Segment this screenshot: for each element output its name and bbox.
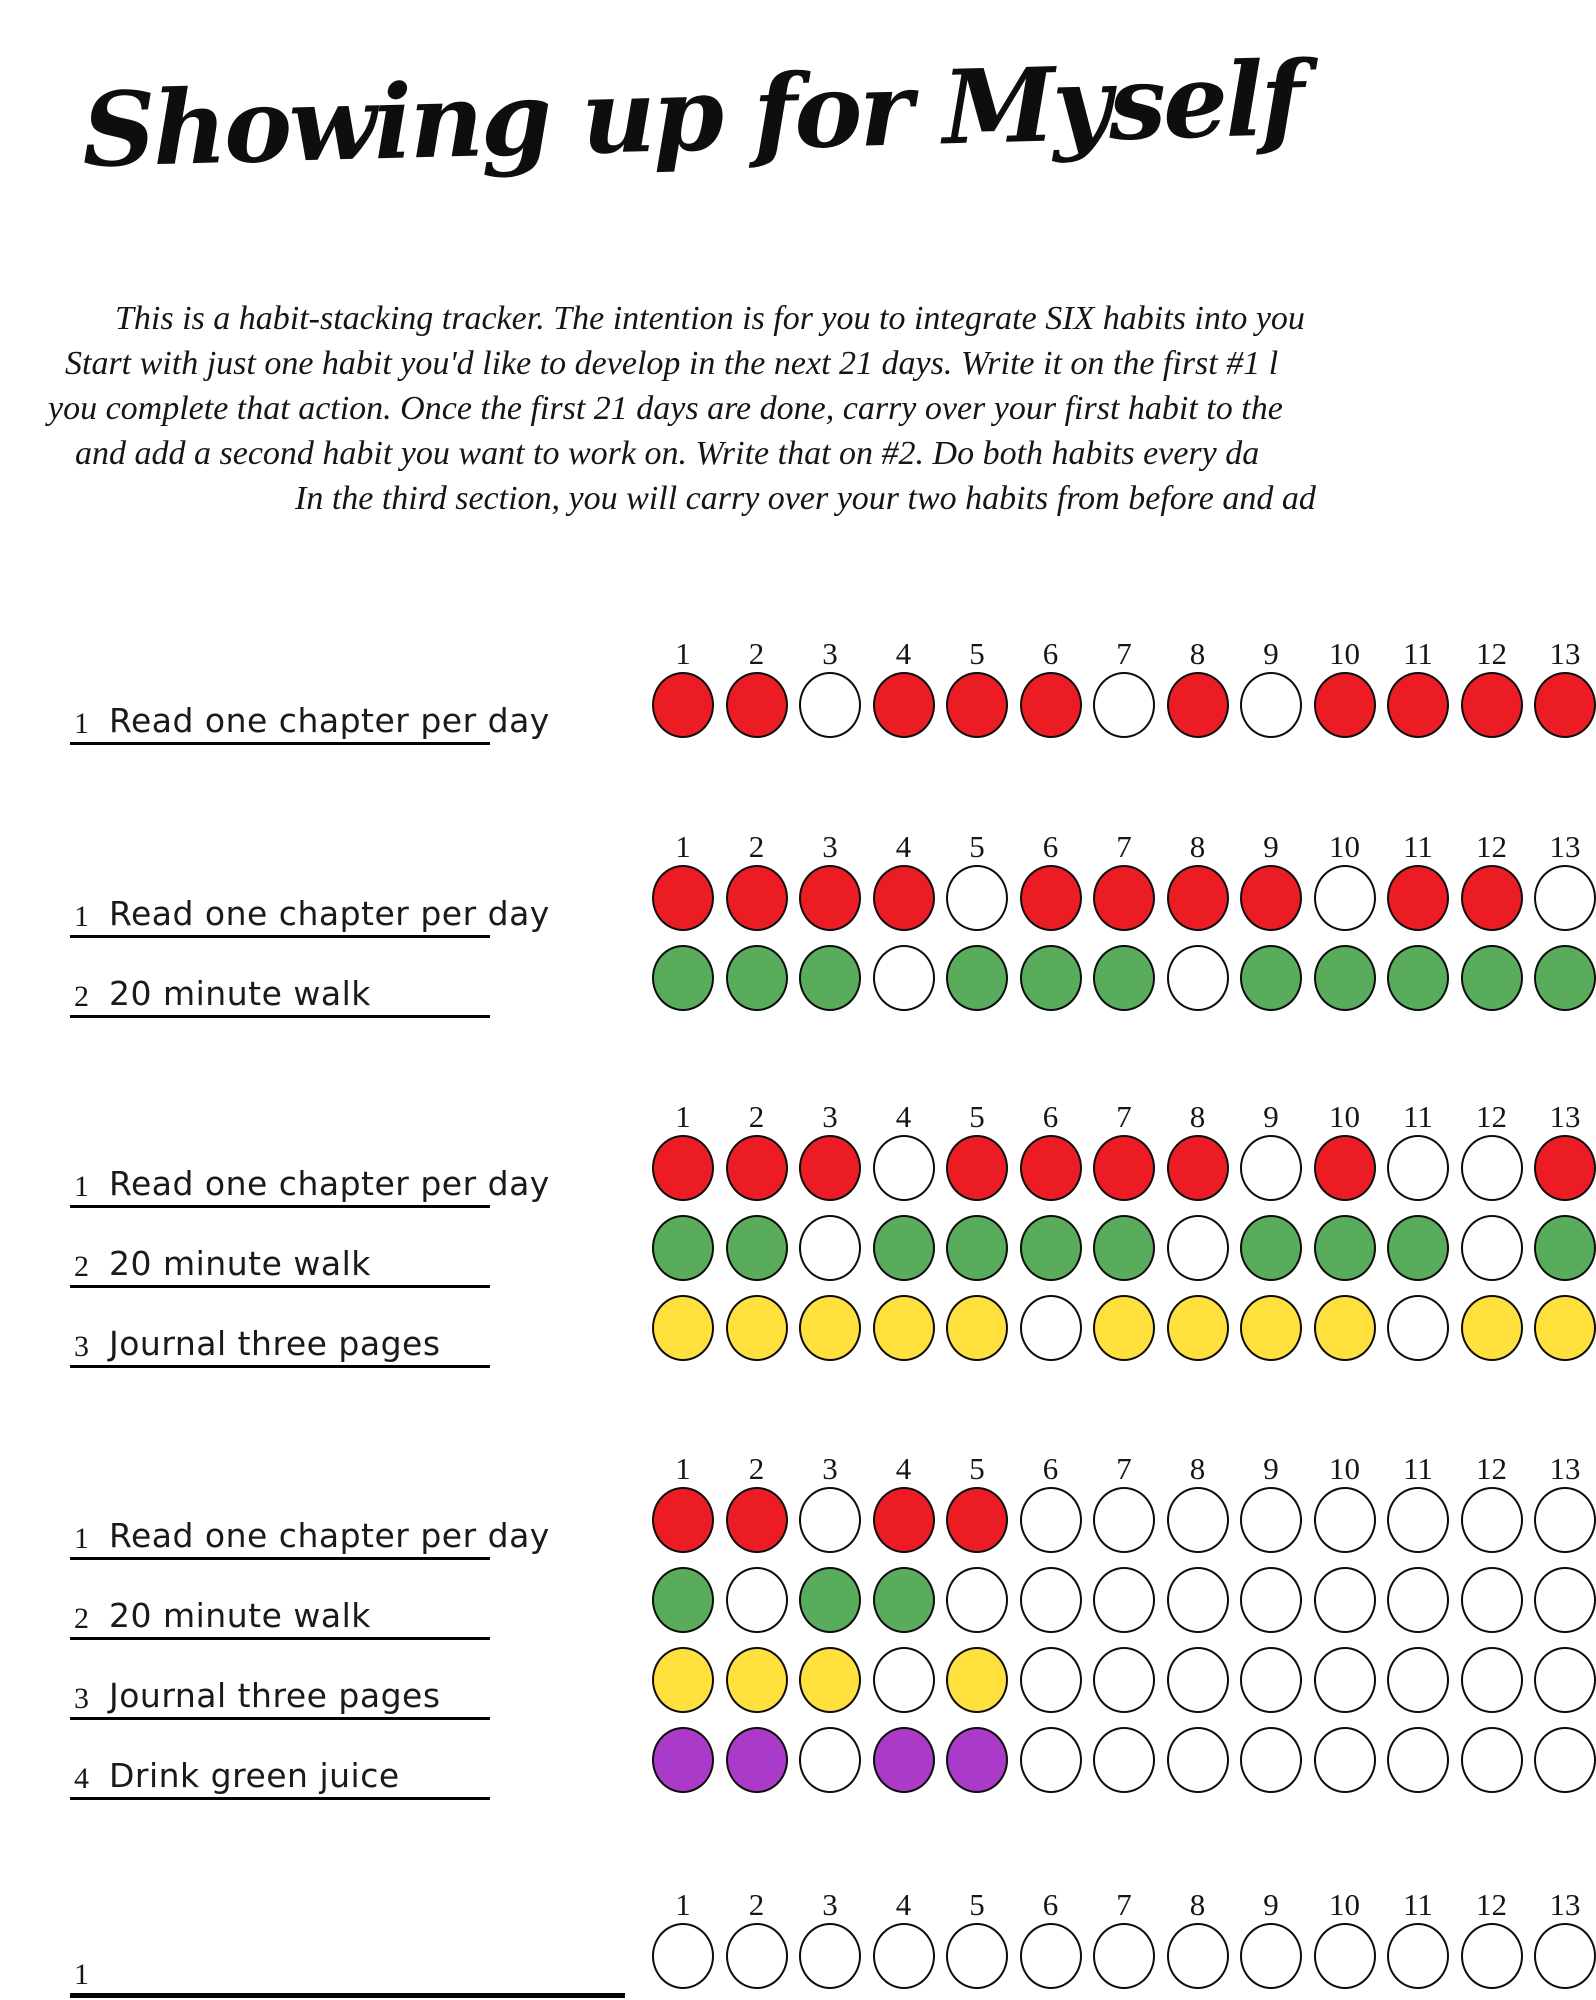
- day-circle[interactable]: [1020, 1923, 1082, 1989]
- day-circle[interactable]: [1534, 1135, 1596, 1201]
- day-number: 11: [1403, 1099, 1433, 1134]
- day-number: 2: [748, 1887, 765, 1922]
- day-circle[interactable]: [652, 1567, 714, 1633]
- day-circle[interactable]: [726, 1215, 788, 1281]
- day-circle[interactable]: [946, 1567, 1008, 1633]
- habit-line: [70, 1736, 490, 1800]
- day-circle[interactable]: [1461, 1567, 1523, 1633]
- day-number: 5: [969, 829, 985, 864]
- day-circle[interactable]: [873, 1647, 935, 1713]
- day-number: 2: [748, 829, 765, 864]
- day-circle[interactable]: [726, 1647, 788, 1713]
- day-circle[interactable]: [1534, 1295, 1596, 1361]
- day-circle[interactable]: [1387, 865, 1449, 931]
- day-number: 13: [1549, 636, 1581, 671]
- day-circle[interactable]: [1461, 1215, 1523, 1281]
- day-circle[interactable]: [652, 1135, 714, 1201]
- day-circle[interactable]: [799, 865, 861, 931]
- habit-line: [70, 954, 490, 1018]
- day-circle[interactable]: [873, 1215, 935, 1281]
- habit-number: 1: [74, 1170, 89, 1203]
- day-circle[interactable]: [873, 1923, 935, 1989]
- day-circle[interactable]: [726, 1727, 788, 1793]
- habit-number: 2: [74, 1250, 89, 1283]
- day-number: 11: [1403, 1451, 1433, 1486]
- day-number: 8: [1189, 1451, 1206, 1486]
- day-circle[interactable]: [1461, 1923, 1523, 1989]
- day-circle[interactable]: [873, 1567, 935, 1633]
- day-circle[interactable]: [1093, 1647, 1155, 1713]
- habit-number: 1: [74, 1958, 89, 1991]
- day-circle[interactable]: [873, 865, 935, 931]
- day-circle[interactable]: [1387, 1647, 1449, 1713]
- day-circle[interactable]: [1093, 672, 1155, 738]
- day-circle[interactable]: [1534, 1487, 1596, 1553]
- day-circle[interactable]: [1534, 1727, 1596, 1793]
- day-number: 4: [895, 829, 912, 864]
- day-circle[interactable]: [1314, 1567, 1376, 1633]
- day-circle[interactable]: [799, 945, 861, 1011]
- habit-number: 1: [74, 1522, 89, 1555]
- day-circle[interactable]: [1093, 1487, 1155, 1553]
- day-circle[interactable]: [799, 1215, 861, 1281]
- day-number: 10: [1329, 1099, 1360, 1134]
- day-circle[interactable]: [1534, 1923, 1596, 1989]
- day-circle[interactable]: [1240, 865, 1302, 931]
- day-circle[interactable]: [1093, 865, 1155, 931]
- day-number: 2: [748, 1099, 765, 1134]
- day-number: 3: [822, 1099, 838, 1134]
- day-circle[interactable]: [1167, 1647, 1229, 1713]
- day-circle[interactable]: [1461, 1727, 1523, 1793]
- day-circle[interactable]: [726, 672, 788, 738]
- day-number: 11: [1403, 1887, 1433, 1922]
- day-circle[interactable]: [799, 1647, 861, 1713]
- day-circle[interactable]: [1167, 945, 1229, 1011]
- day-circle[interactable]: [726, 1135, 788, 1201]
- day-circle[interactable]: [1387, 945, 1449, 1011]
- day-number: 1: [675, 1099, 691, 1134]
- day-circle[interactable]: [1240, 1135, 1302, 1201]
- day-circle[interactable]: [1167, 1567, 1229, 1633]
- day-circle[interactable]: [799, 1923, 861, 1989]
- day-circle[interactable]: [1387, 672, 1449, 738]
- day-number: 5: [969, 1451, 985, 1486]
- day-circle[interactable]: [726, 1567, 788, 1633]
- day-circle[interactable]: [1387, 1923, 1449, 1989]
- day-circle[interactable]: [1314, 1295, 1376, 1361]
- day-number: 1: [675, 829, 691, 864]
- day-circle[interactable]: [1534, 865, 1596, 931]
- habit-name: Read one chapter per day: [109, 701, 550, 740]
- habit-name: 20 minute walk: [109, 1244, 371, 1283]
- day-circle[interactable]: [1020, 1647, 1082, 1713]
- day-circle[interactable]: [652, 865, 714, 931]
- day-number: 4: [895, 1451, 912, 1486]
- day-circle[interactable]: [1020, 1135, 1082, 1201]
- day-circle[interactable]: [799, 1487, 861, 1553]
- habit-name: Journal three pages: [109, 1676, 441, 1715]
- day-number: 13: [1549, 1887, 1581, 1922]
- day-circle[interactable]: [1020, 945, 1082, 1011]
- day-number: 1: [675, 636, 691, 671]
- day-circle[interactable]: [1240, 1487, 1302, 1553]
- day-circle[interactable]: [946, 1727, 1008, 1793]
- day-circle[interactable]: [1314, 1487, 1376, 1553]
- day-circle[interactable]: [1314, 1215, 1376, 1281]
- day-circle[interactable]: [1020, 865, 1082, 931]
- day-number: 9: [1263, 636, 1279, 671]
- intro-line: This is a habit-stacking tracker. The intention is for you to integrate SIX habits into you: [115, 300, 1305, 337]
- day-circle[interactable]: [1093, 1727, 1155, 1793]
- day-circle[interactable]: [1240, 1567, 1302, 1633]
- habit-name: 20 minute walk: [109, 974, 371, 1013]
- day-circle[interactable]: [873, 945, 935, 1011]
- day-circle[interactable]: [946, 1295, 1008, 1361]
- habit-number: 2: [74, 980, 89, 1013]
- day-circle[interactable]: [1093, 1295, 1155, 1361]
- day-circle[interactable]: [1240, 1923, 1302, 1989]
- day-circle[interactable]: [1167, 672, 1229, 738]
- day-number: 5: [969, 1887, 985, 1922]
- day-circle[interactable]: [1093, 1567, 1155, 1633]
- day-number: 12: [1476, 1451, 1507, 1486]
- habit-name: 20 minute walk: [109, 1596, 371, 1635]
- habit-line: [70, 1656, 490, 1720]
- day-circle[interactable]: [1314, 945, 1376, 1011]
- day-circle[interactable]: [1314, 1727, 1376, 1793]
- day-circle[interactable]: [652, 1215, 714, 1281]
- day-circle[interactable]: [1167, 865, 1229, 931]
- day-circle[interactable]: [1387, 1567, 1449, 1633]
- day-number: 12: [1476, 1887, 1507, 1922]
- habit-name: Journal three pages: [109, 1324, 441, 1363]
- day-circle[interactable]: [799, 1567, 861, 1633]
- habit-number: 1: [74, 900, 89, 933]
- day-number: 8: [1189, 1099, 1206, 1134]
- day-circle[interactable]: [946, 1647, 1008, 1713]
- day-number: 5: [969, 636, 985, 671]
- day-circle[interactable]: [1534, 945, 1596, 1011]
- day-number: 2: [748, 636, 765, 671]
- day-number: 10: [1329, 636, 1360, 671]
- day-circle[interactable]: [1461, 1487, 1523, 1553]
- day-circle[interactable]: [946, 1487, 1008, 1553]
- day-number: 5: [969, 1099, 985, 1134]
- day-number: 11: [1403, 636, 1433, 671]
- day-number: 7: [1116, 1887, 1132, 1922]
- habit-number: 1: [74, 707, 89, 740]
- day-number: 13: [1549, 829, 1581, 864]
- day-number: 13: [1549, 1451, 1581, 1486]
- day-number: 6: [1042, 1887, 1059, 1922]
- day-circle[interactable]: [1020, 1215, 1082, 1281]
- day-number: 13: [1549, 1099, 1581, 1134]
- day-circle[interactable]: [1534, 672, 1596, 738]
- intro-line: Start with just one habit you'd like to develop in the next 21 days. Write it on the first #1 l: [65, 345, 1279, 382]
- habit-line: [70, 1576, 490, 1640]
- day-circle[interactable]: [873, 1295, 935, 1361]
- day-circle[interactable]: [1020, 1487, 1082, 1553]
- day-circle[interactable]: [946, 945, 1008, 1011]
- day-number: 12: [1476, 636, 1507, 671]
- day-circle[interactable]: [946, 1215, 1008, 1281]
- day-circle[interactable]: [1167, 1487, 1229, 1553]
- day-number: 10: [1329, 1887, 1360, 1922]
- day-number: 4: [895, 1887, 912, 1922]
- day-number: 1: [675, 1451, 691, 1486]
- day-circle[interactable]: [652, 1647, 714, 1713]
- day-circle[interactable]: [946, 1923, 1008, 1989]
- day-circle[interactable]: [1240, 672, 1302, 738]
- day-number: 7: [1116, 1099, 1132, 1134]
- day-number: 10: [1329, 1451, 1360, 1486]
- intro-line: and add a second habit you want to work on. Write that on #2. Do both habits every da: [75, 435, 1260, 472]
- day-circle[interactable]: [726, 1487, 788, 1553]
- day-number: 8: [1189, 636, 1206, 671]
- intro-line: you complete that action. Once the first 21 days are done, carry over your first habit to the: [48, 390, 1283, 427]
- day-circle[interactable]: [1167, 1215, 1229, 1281]
- day-number: 12: [1476, 1099, 1507, 1134]
- day-number: 6: [1042, 829, 1059, 864]
- day-circle[interactable]: [726, 1923, 788, 1989]
- day-circle[interactable]: [652, 1727, 714, 1793]
- day-circle[interactable]: [873, 672, 935, 738]
- day-number: 10: [1329, 829, 1360, 864]
- day-circle[interactable]: [1387, 1727, 1449, 1793]
- day-circle[interactable]: [1387, 1215, 1449, 1281]
- day-circle[interactable]: [1387, 1295, 1449, 1361]
- habit-number: 4: [74, 1762, 89, 1795]
- day-circle[interactable]: [1240, 1295, 1302, 1361]
- day-circle[interactable]: [652, 672, 714, 738]
- day-circle[interactable]: [1093, 1215, 1155, 1281]
- habit-line: [70, 1144, 550, 1208]
- day-circle[interactable]: [1314, 1923, 1376, 1989]
- day-circle[interactable]: [652, 1487, 714, 1553]
- day-circle[interactable]: [1534, 1647, 1596, 1713]
- day-circle[interactable]: [799, 1727, 861, 1793]
- day-number: 3: [822, 1451, 838, 1486]
- day-circle[interactable]: [946, 1135, 1008, 1201]
- day-number: 9: [1263, 829, 1279, 864]
- day-circle[interactable]: [1167, 1727, 1229, 1793]
- day-circle[interactable]: [1314, 1135, 1376, 1201]
- day-number: 8: [1189, 829, 1206, 864]
- day-number: 7: [1116, 636, 1132, 671]
- day-number: 7: [1116, 829, 1132, 864]
- day-circle[interactable]: [1020, 1727, 1082, 1793]
- day-number: 8: [1189, 1887, 1206, 1922]
- day-number: 9: [1263, 1887, 1279, 1922]
- day-circle[interactable]: [873, 1727, 935, 1793]
- day-circle[interactable]: [1387, 1487, 1449, 1553]
- day-number: 6: [1042, 1451, 1059, 1486]
- day-circle[interactable]: [1387, 1135, 1449, 1201]
- day-circle[interactable]: [1167, 1135, 1229, 1201]
- day-circle[interactable]: [652, 945, 714, 1011]
- day-circle[interactable]: [1093, 1923, 1155, 1989]
- habit-line: [70, 681, 550, 745]
- day-circle[interactable]: [1240, 1727, 1302, 1793]
- day-number: 9: [1263, 1099, 1279, 1134]
- habit-line: [70, 1932, 625, 1998]
- day-circle[interactable]: [652, 1923, 714, 1989]
- day-number: 12: [1476, 829, 1507, 864]
- habit-number: 3: [74, 1330, 89, 1363]
- habit-name: Read one chapter per day: [109, 1164, 550, 1203]
- day-circle[interactable]: [799, 1295, 861, 1361]
- day-circle[interactable]: [946, 672, 1008, 738]
- day-circle[interactable]: [1461, 1647, 1523, 1713]
- habit-name: Read one chapter per day: [109, 1516, 550, 1555]
- day-circle[interactable]: [1314, 865, 1376, 931]
- day-circle[interactable]: [726, 865, 788, 931]
- day-circle[interactable]: [1314, 672, 1376, 738]
- day-circle[interactable]: [1461, 1295, 1523, 1361]
- day-circle[interactable]: [1020, 1295, 1082, 1361]
- page-title: Showing up for Myself: [80, 39, 1304, 191]
- day-circle[interactable]: [1314, 1647, 1376, 1713]
- day-circle[interactable]: [1534, 1215, 1596, 1281]
- habit-name: Drink green juice: [109, 1756, 400, 1795]
- day-number: 6: [1042, 1099, 1059, 1134]
- day-circle[interactable]: [726, 1295, 788, 1361]
- day-circle[interactable]: [799, 1135, 861, 1201]
- day-circle[interactable]: [873, 1135, 935, 1201]
- day-circle[interactable]: [873, 1487, 935, 1553]
- habit-name: Read one chapter per day: [109, 894, 550, 933]
- day-number: 3: [822, 1887, 838, 1922]
- intro-line: In the third section, you will carry over your two habits from before and ad: [295, 480, 1316, 517]
- day-number: 7: [1116, 1451, 1132, 1486]
- day-number: 11: [1403, 829, 1433, 864]
- day-circle[interactable]: [946, 865, 1008, 931]
- day-number: 4: [895, 636, 912, 671]
- day-circle[interactable]: [1461, 865, 1523, 931]
- day-number: 1: [675, 1887, 691, 1922]
- habit-line: [70, 1304, 490, 1368]
- day-circle[interactable]: [1167, 1295, 1229, 1361]
- day-number: 4: [895, 1099, 912, 1134]
- habit-number: 2: [74, 1602, 89, 1635]
- day-circle[interactable]: [1240, 1215, 1302, 1281]
- day-circle[interactable]: [1020, 672, 1082, 738]
- day-circle[interactable]: [1167, 1923, 1229, 1989]
- day-circle[interactable]: [1461, 1135, 1523, 1201]
- day-circle[interactable]: [1534, 1567, 1596, 1633]
- day-circle[interactable]: [799, 672, 861, 738]
- habit-line: [70, 1224, 490, 1288]
- day-circle[interactable]: [1461, 945, 1523, 1011]
- day-circle[interactable]: [1093, 945, 1155, 1011]
- day-circle[interactable]: [1240, 1647, 1302, 1713]
- day-number: 2: [748, 1451, 765, 1486]
- habit-line: [70, 1496, 550, 1560]
- day-circle[interactable]: [652, 1295, 714, 1361]
- day-number: 3: [822, 829, 838, 864]
- day-number: 3: [822, 636, 838, 671]
- day-circle[interactable]: [726, 945, 788, 1011]
- day-number: 9: [1263, 1451, 1279, 1486]
- habit-number: 3: [74, 1682, 89, 1715]
- day-circle[interactable]: [1093, 1135, 1155, 1201]
- habit-line: [70, 874, 550, 938]
- day-number: 6: [1042, 636, 1059, 671]
- day-circle[interactable]: [1020, 1567, 1082, 1633]
- day-circle[interactable]: [1461, 672, 1523, 738]
- day-circle[interactable]: [1240, 945, 1302, 1011]
